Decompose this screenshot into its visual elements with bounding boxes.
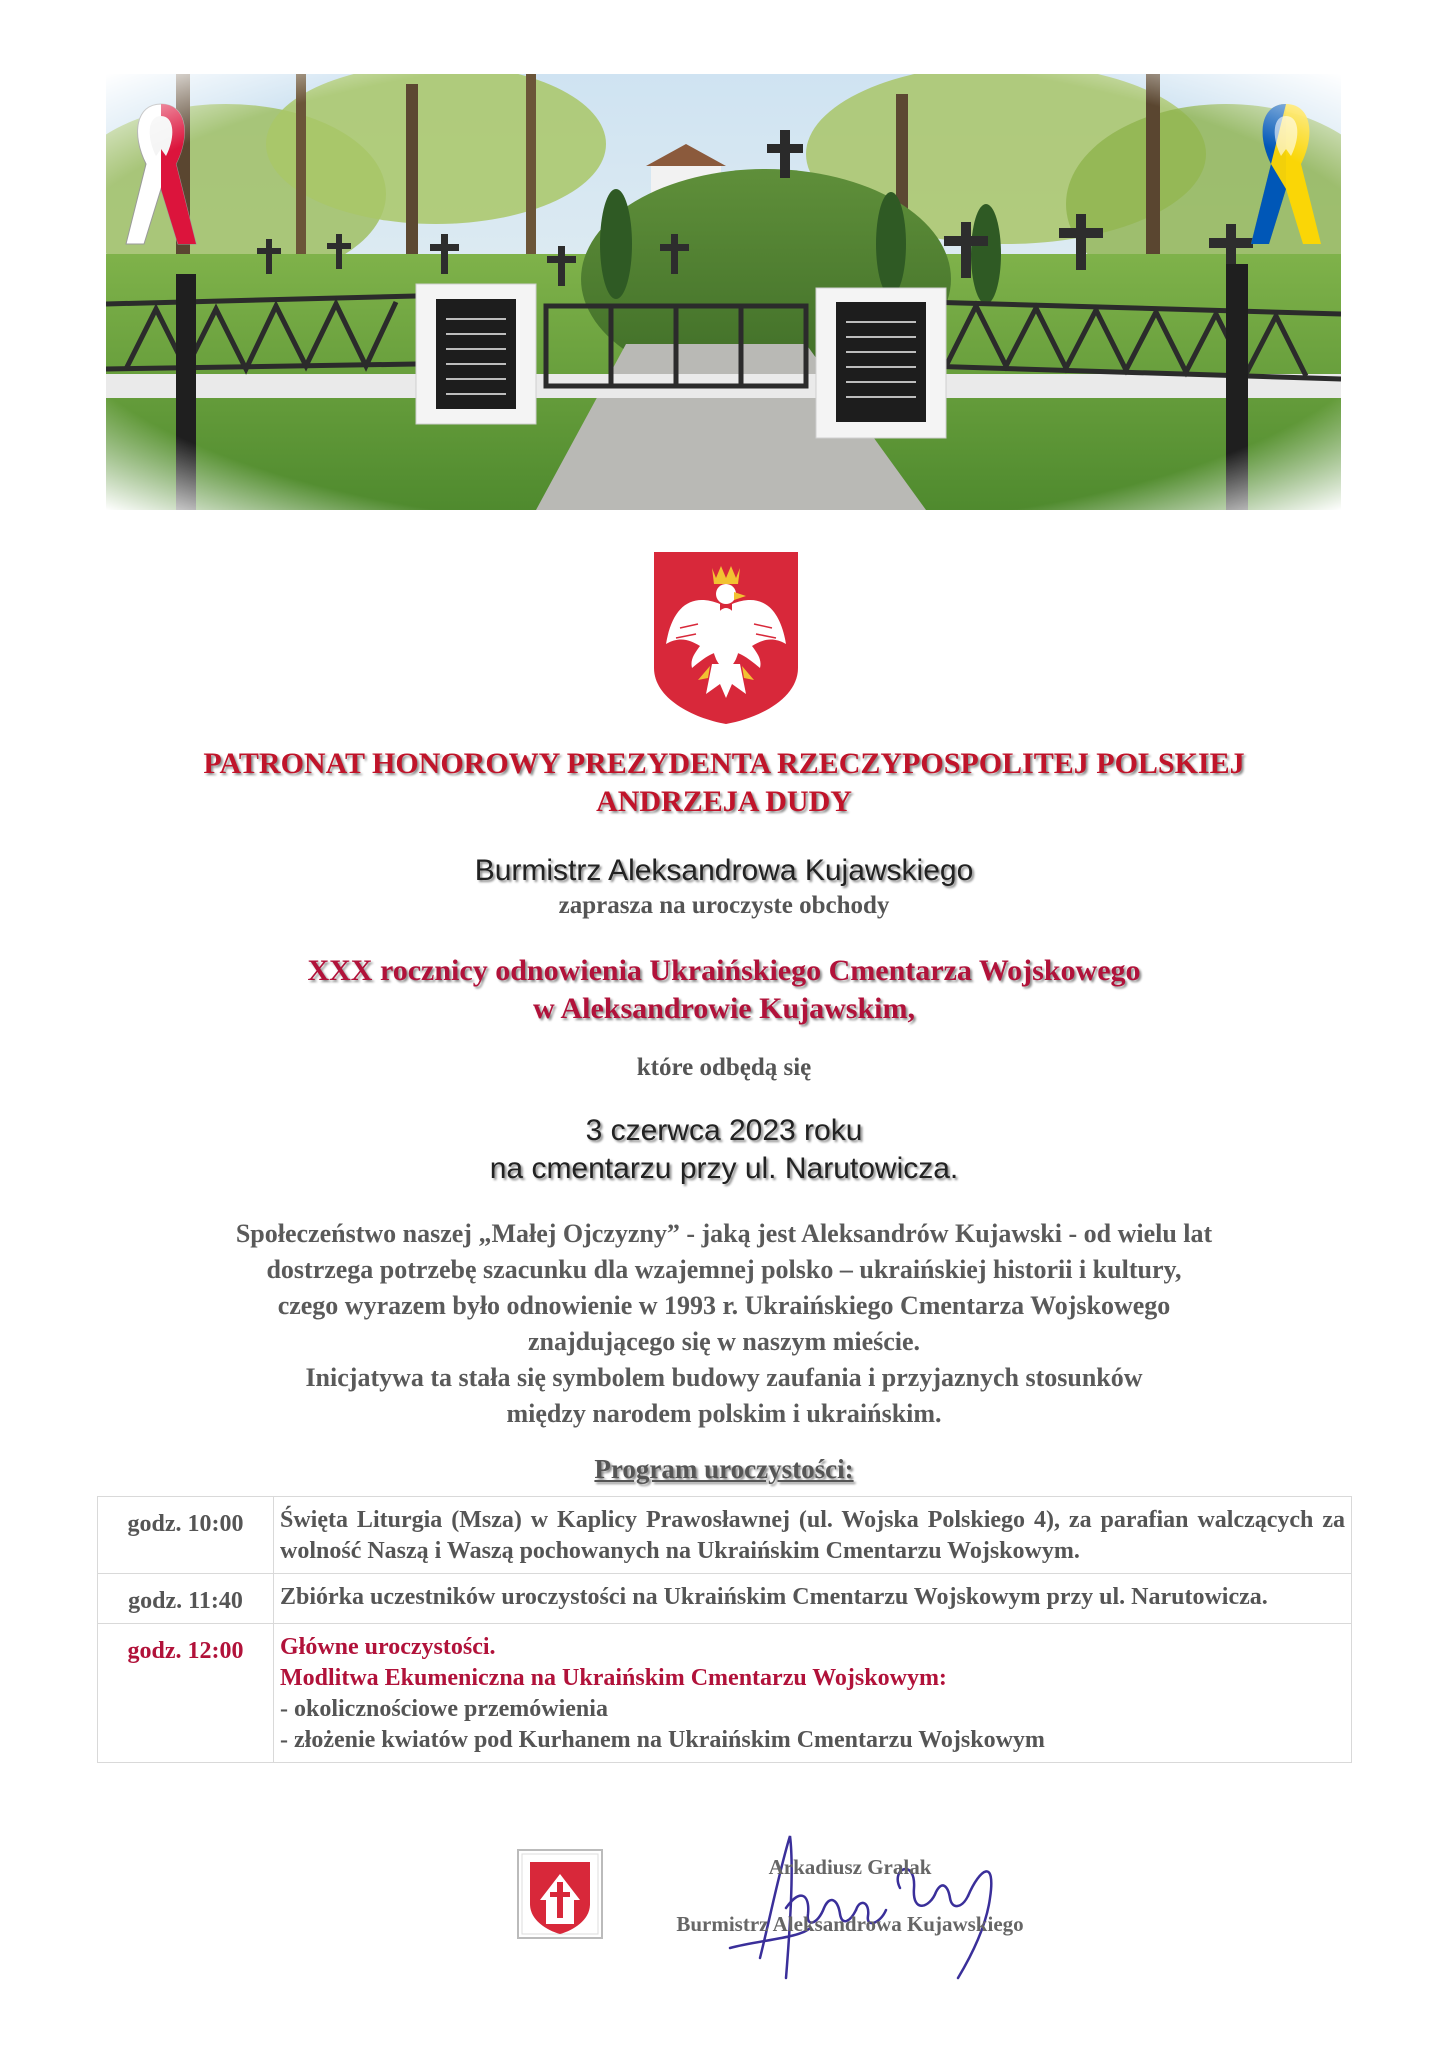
program-time: godz. 12:00 xyxy=(98,1624,274,1763)
event-date: 3 czerwca 2023 roku xyxy=(585,1114,863,1147)
event-place: na cmentarzu przy ul. Narutowicza. xyxy=(489,1152,959,1185)
paragraph-line: między narodem polskim i ukraińskim. xyxy=(506,1399,942,1428)
patronat-heading xyxy=(60,745,1388,821)
cemetery-photo xyxy=(106,74,1341,510)
event-title xyxy=(60,952,1388,1028)
ukrainian-ribbon-icon xyxy=(1241,94,1331,254)
table-row xyxy=(98,1574,1352,1624)
host-line: Burmistrz Aleksandrowa Kujawskiego xyxy=(474,854,974,887)
signer-title: Burmistrz Aleksandrowa Kujawskiego xyxy=(676,1912,1024,1936)
polish-eagle-emblem xyxy=(650,548,802,726)
patronat-line1: PATRONAT HONOROWY PREZYDENTA RZECZYPOSPOLITEJ POLSKIEJ xyxy=(203,747,1245,780)
table-row xyxy=(98,1497,1352,1574)
aleksandrow-kujawski-crest xyxy=(516,1848,604,1940)
program-item: - okolicznościowe przemówienia xyxy=(280,1696,608,1722)
program-description: Zbiórka uczestników uroczystości na Ukraińskim Cmentarzu Wojskowym przy ul. Narutowicza. xyxy=(274,1574,1352,1624)
invites-line: zaprasza na uroczyste obchody xyxy=(558,892,890,919)
program-item: - złożenie kwiatów pod Kurhanem na Ukraińskim Cmentarzu Wojskowym xyxy=(280,1727,1045,1753)
date-place xyxy=(60,1112,1388,1188)
paragraph-line: Społeczeństwo naszej „Małej Ojczyzny” - jaką jest Aleksandrów Kujawski - od wielu lat xyxy=(235,1219,1213,1248)
event-title-line1: XXX rocznicy odnowienia Ukraińskiego Cmentarza Wojskowego xyxy=(307,954,1141,987)
program-prayer: Modlitwa Ekumeniczna na Ukraińskim Cmentarzu Wojskowym: xyxy=(280,1665,947,1691)
table-row xyxy=(98,1624,1352,1763)
program-description xyxy=(274,1624,1352,1763)
paragraph-line: znajdującego się w naszym mieście. xyxy=(527,1327,921,1356)
polish-ribbon-icon xyxy=(116,94,206,254)
program-main-ceremony: Główne uroczystości. xyxy=(280,1634,496,1660)
paragraph-line: dostrzega potrzebę szacunku dla wzajemnej polsko – ukraińskiej historii i kultury, xyxy=(266,1255,1182,1284)
patronat-line2: ANDRZEJA DUDY xyxy=(596,785,852,818)
paragraph-line: Inicjatywa ta stała się symbolem budowy zaufania i przyjaznych stosunków xyxy=(305,1363,1143,1392)
which-will-line: które odbędą się xyxy=(636,1054,812,1081)
description-paragraph xyxy=(60,1216,1388,1432)
event-title-line2: w Aleksandrowie Kujawskim, xyxy=(532,992,915,1025)
program-description: Święta Liturgia (Msza) w Kaplicy Prawosławnej (ul. Wojska Polskiego 4), za parafian walczących za wolność Naszą i Waszą pochowanych na Ukraińskim Cmentarzu Wojskowym. xyxy=(274,1497,1352,1574)
program-time: godz. 10:00 xyxy=(98,1497,274,1574)
program-title: Program uroczystości: xyxy=(594,1454,854,1484)
signer-name: Arkadiusz Gralak xyxy=(768,1855,932,1879)
program-time: godz. 11:40 xyxy=(98,1574,274,1624)
program-table xyxy=(97,1496,1352,1763)
paragraph-line: czego wyrazem było odnowienie w 1993 r. Ukraińskiego Cmentarza Wojskowego xyxy=(277,1291,1171,1320)
